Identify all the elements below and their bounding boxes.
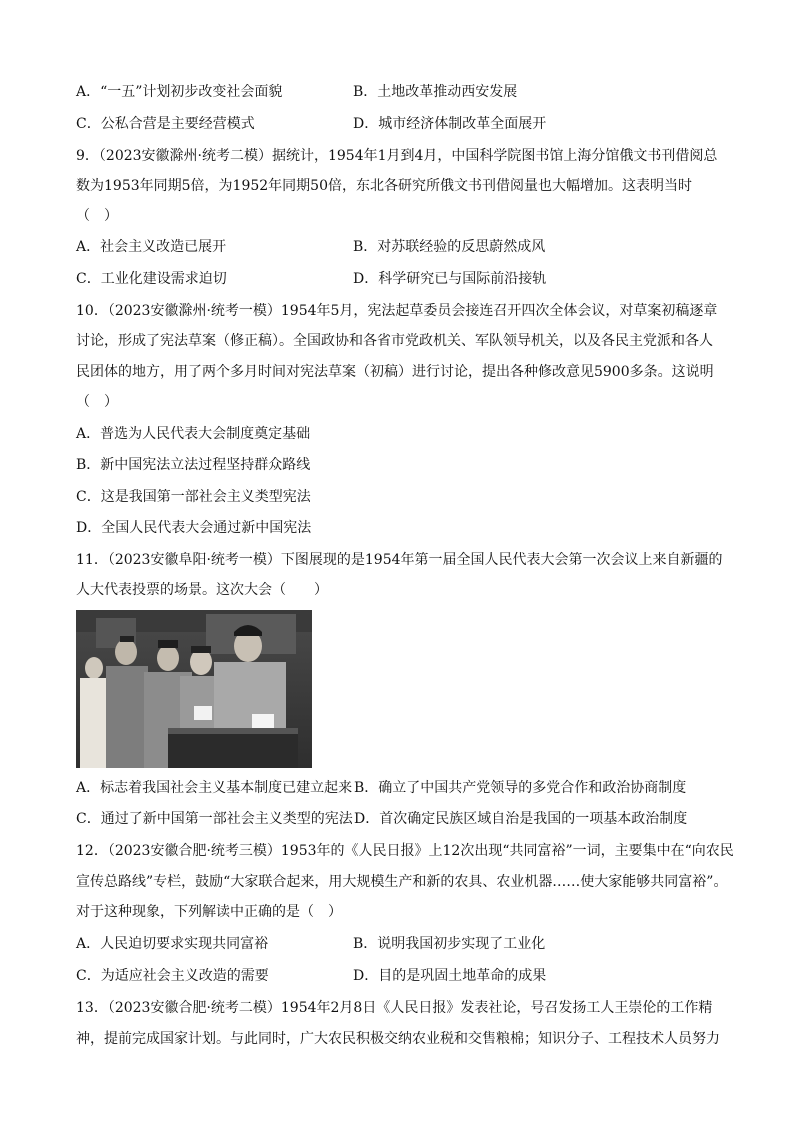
q8-option-b: B．土地改革推动西安发展 [353,84,518,100]
q9-option-a: A．社会主义改造已展开 [76,239,227,255]
q13-stem-line-2: 神，提前完成国家计划。与此同时，广大农民积极交纳农业税和交售粮棉；知识分子、工程技术人员努力 [76,1031,720,1047]
q12-option-a: A．人民迫切要求实现共同富裕 [76,936,269,952]
q11-option-a: A．标志着我国社会主义基本制度已建立起来 [76,780,353,796]
q12-option-b: B．说明我国初步实现了工业化 [353,936,546,952]
q9-stem-line-3: （ ） [76,208,118,224]
q8-option-d: D．城市经济体制改革全面展开 [353,116,547,132]
q12-stem-line-3: 对于这种现象，下列解读中正确的是（ ） [76,904,342,920]
q8-option-a: A．“一五”计划初步改变社会面貌 [76,84,283,100]
q11-stem-line-2: 人大代表投票的场景。这次大会（ ） [76,582,328,598]
q11-option-b: B．确立了中国共产党领导的多党合作和政治协商制度 [354,780,687,796]
q9-option-b: B．对苏联经验的反思蔚然成风 [353,239,546,255]
q8-option-c: C．公私合营是主要经营模式 [76,116,255,132]
q11-option-c: C．通过了新中国第一部社会主义类型的宪法 [76,811,353,827]
q10-option-c: C．这是我国第一部社会主义类型宪法 [76,489,311,505]
q13-stem-line-1: 13．（2023安徽合肥·统考二模）1954年2月8日《人民日报》发表社论，号召发扬工人王崇伦的工作精 [76,1000,713,1016]
q12-option-d: D．目的是巩固土地革命的成果 [353,968,547,984]
q10-option-a: A．普选为人民代表大会制度奠定基础 [76,426,311,442]
q9-option-d: D．科学研究已与国际前沿接轨 [353,271,547,287]
q11-option-d: D．首次确定民族区域自治是我国的一项基本政治制度 [354,811,688,827]
voting-photo [76,610,312,768]
q9-stem-line-1: 9．（2023安徽滁州·统考二模）据统计，1954年1月到4月，中国科学院图书馆上海分馆俄文书刊借阅总 [76,148,718,164]
q9-option-c: C．工业化建设需求迫切 [76,271,227,287]
q9-stem-line-2: 数为1953年同期5倍，为1952年同期50倍，东北各研究所俄文书刊借阅量也大幅增加。这表明当时 [76,178,692,194]
q12-stem-line-1: 12．（2023安徽合肥·统考三模）1953年的《人民日报》上12次出现“共同富裕”一词，主要集中在“向农民 [76,843,734,859]
q10-stem-line-3: 民团体的地方，用了两个多月时间对宪法草案（初稿）进行讨论，提出各种修改意见5900多条。这说明 [76,364,714,380]
q11-stem-line-1: 11．（2023安徽阜阳·统考一模）下图展现的是1954年第一届全国人民代表大会第一次会议上来自新疆的 [76,552,723,568]
q10-stem-line-4: （ ） [76,394,118,410]
q10-stem-line-1: 10．（2023安徽滁州·统考一模）1954年5月，宪法起草委员会接连召开四次全体会议，对草案初稿逐章 [76,303,718,319]
q12-option-c: C．为适应社会主义改造的需要 [76,968,269,984]
q10-stem-line-2: 讨论，形成了宪法草案（修正稿）。全国政协和各省市党政机关、军队领导机关，以及各民主党派和各人 [76,333,713,349]
q10-option-d: D．全国人民代表大会通过新中国宪法 [76,520,312,536]
q10-option-b: B．新中国宪法立法过程坚持群众路线 [76,457,311,473]
q12-stem-line-2: 宣传总路线”专栏，鼓励“大家联合起来，用大规模生产和新的农具、农业机器……使大家能够共同富裕”。 [76,874,728,890]
